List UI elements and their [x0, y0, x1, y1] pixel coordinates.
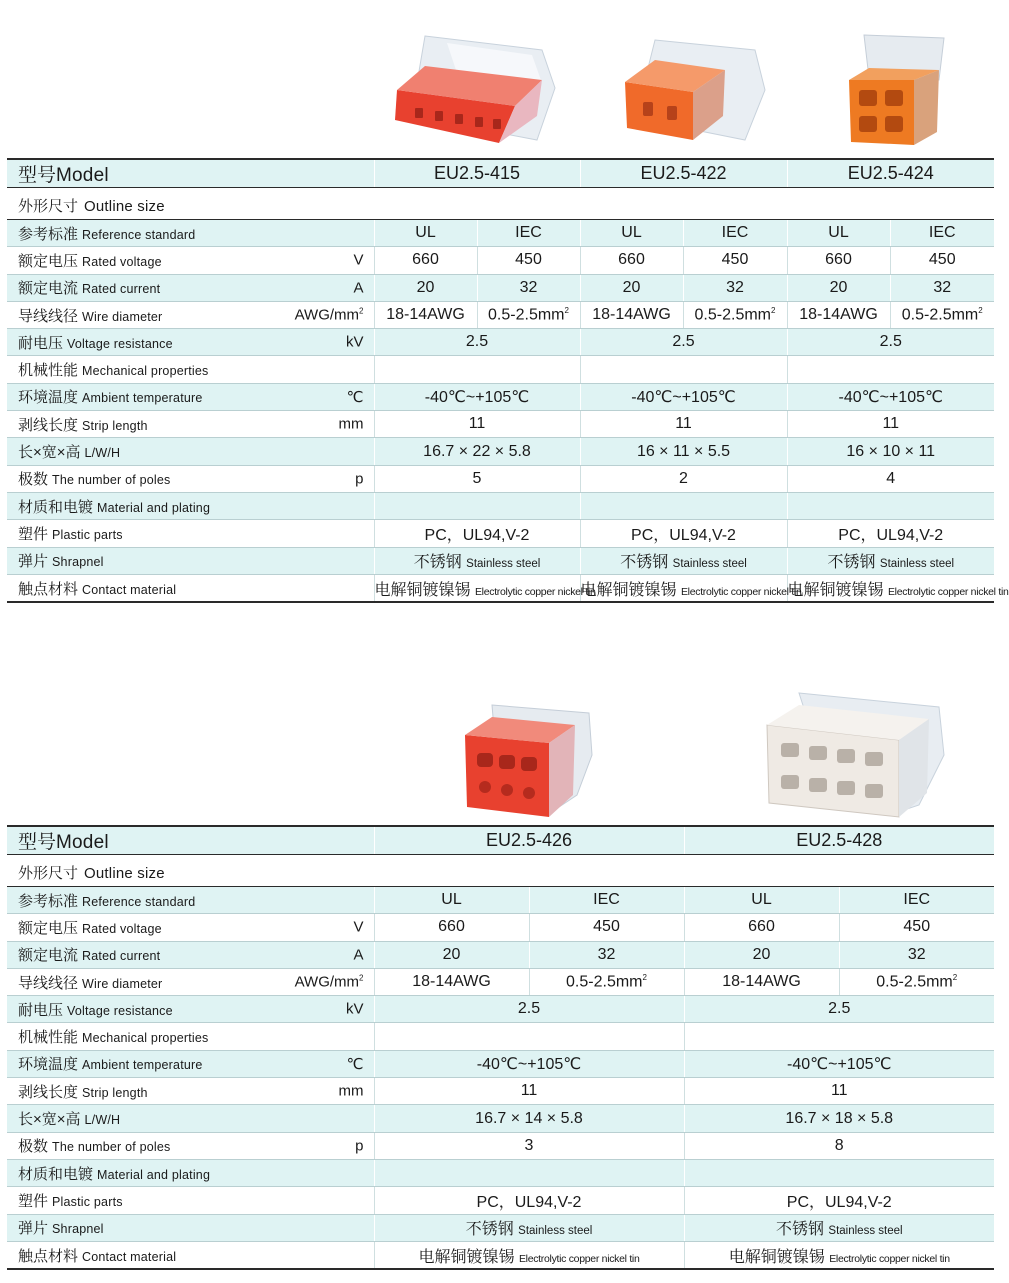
cell: PC，UL94,V-2 [374, 520, 580, 547]
reference-row [7, 887, 994, 914]
cell [374, 1159, 684, 1186]
shrapnel-label: 弹片 Shrapnel [7, 1214, 374, 1241]
cell: 4 [787, 465, 994, 492]
outline-label: 外形尺寸 Outline size [7, 855, 994, 887]
cell: 16 × 10 × 11 [787, 438, 994, 465]
cell: 11 [374, 411, 580, 438]
ambient-row [7, 383, 994, 410]
cell: 20 [374, 274, 477, 301]
mechanical-row [7, 356, 994, 383]
cell: 660 [374, 247, 477, 274]
model-name: EU2.5-422 [580, 159, 787, 188]
cell: UL [580, 220, 683, 247]
cell: 11 [374, 1078, 684, 1105]
strip-label: 剥线长度 Strip length mm [7, 1078, 374, 1105]
eu2-5-426-photo [457, 695, 602, 823]
cell: 5 [374, 465, 580, 492]
cell [787, 356, 994, 383]
mat-label: 材质和电镀 Material and plating [7, 492, 374, 519]
cell: 2.5 [787, 329, 994, 356]
model-name: EU2.5-415 [374, 159, 580, 188]
strip-label: 剥线长度 Strip length mm [7, 411, 374, 438]
cell: 18-14AWG [580, 301, 683, 328]
cell: PC，UL94,V-2 [374, 1187, 684, 1214]
shrapnel-row [7, 1214, 994, 1241]
cell: IEC [529, 887, 684, 914]
mech-label: 机械性能 Mechanical properties [7, 1023, 374, 1050]
current-row [7, 274, 994, 301]
cell: 2.5 [580, 329, 787, 356]
cell: 32 [683, 274, 787, 301]
contact-row [7, 574, 994, 602]
material-row [7, 1159, 994, 1186]
model-name: EU2.5-428 [684, 826, 994, 855]
cell: IEC [839, 887, 994, 914]
cell: 20 [580, 274, 683, 301]
cell [684, 1023, 994, 1050]
model-row [7, 826, 994, 855]
cell [374, 1023, 684, 1050]
lwh-label: 长×宽×高 L/W/H [7, 1105, 374, 1132]
model-row [7, 159, 994, 188]
cell: 电解铜镀镍锡 Electrolytic copper nickel tin [684, 1241, 994, 1269]
product-images-1 [7, 0, 994, 158]
reference-label: 参考标准 Reference standard [7, 220, 374, 247]
eu2-5-428-photo [759, 685, 954, 825]
cell: 18-14AWG [374, 968, 529, 995]
cell: -40℃~+105℃ [787, 383, 994, 410]
cell: UL [374, 887, 529, 914]
cell: 18-14AWG [787, 301, 890, 328]
cell: 660 [374, 914, 529, 941]
mech-label: 机械性能 Mechanical properties [7, 356, 374, 383]
cell: 660 [580, 247, 683, 274]
lwh-label: 长×宽×高 L/W/H [7, 438, 374, 465]
cell: IEC [477, 220, 580, 247]
plastic-label: 塑件 Plastic parts [7, 1187, 374, 1214]
cell: 电解铜镀镍锡 Electrolytic copper nickel tin [374, 1241, 684, 1269]
eu2-5-415-photo [387, 28, 572, 153]
contact-label: 触点材料 Contact material [7, 574, 374, 602]
cell: 11 [580, 411, 787, 438]
cell: IEC [683, 220, 787, 247]
vres-label: 耐电压 Voltage resistance kV [7, 329, 374, 356]
cell: 3 [374, 1132, 684, 1159]
mechanical-row [7, 1023, 994, 1050]
cell: $0.5-2.5mm^2$ [890, 301, 994, 328]
ambient-label: 环境温度 Ambient temperature ℃ [7, 383, 374, 410]
cell: 2 [580, 465, 787, 492]
voltage-row [7, 247, 994, 274]
cell: $0.5-2.5mm^2$ [839, 968, 994, 995]
cell: 450 [839, 914, 994, 941]
lwh-row [7, 438, 994, 465]
reference-label: 参考标准 Reference standard [7, 887, 374, 914]
voltage-label: 额定电压 Rated voltage V [7, 247, 374, 274]
reference-row [7, 220, 994, 247]
cell: 660 [787, 247, 890, 274]
spec-table-1 [7, 158, 1009, 603]
cell: PC，UL94,V-2 [580, 520, 787, 547]
ambient-label: 环境温度 Ambient temperature ℃ [7, 1050, 374, 1077]
lwh-row [7, 1105, 994, 1132]
contact-row [7, 1241, 994, 1269]
cell: 20 [684, 941, 839, 968]
cell: 8 [684, 1132, 994, 1159]
cell: 32 [529, 941, 684, 968]
model-name: EU2.5-426 [374, 826, 684, 855]
material-row [7, 492, 994, 519]
poles-label: 极数 The number of poles p [7, 1132, 374, 1159]
cell: 不锈钢 Stainless steel [787, 547, 994, 574]
wire-label: 导线线径 Wire diameter AWG/$mm^2$ [7, 968, 374, 995]
cell: 不锈钢 Stainless steel [374, 547, 580, 574]
wire-label: 导线线径 Wire diameter AWG/$mm^2$ [7, 301, 374, 328]
cell: 2.5 [374, 329, 580, 356]
current-label: 额定电流 Rated current A [7, 941, 374, 968]
cell: 660 [684, 914, 839, 941]
voltage-resistance-row [7, 996, 994, 1023]
model-name: EU2.5-424 [787, 159, 994, 188]
contact-label: 触点材料 Contact material [7, 1241, 374, 1269]
cell [787, 492, 994, 519]
strip-row [7, 1078, 994, 1105]
cell: 电解铜镀镍锡 Electrolytic copper nickel tin [787, 574, 994, 602]
voltage-label: 额定电压 Rated voltage V [7, 914, 374, 941]
cell [580, 356, 787, 383]
current-label: 额定电流 Rated current A [7, 274, 374, 301]
cell: 16.7 × 14 × 5.8 [374, 1105, 684, 1132]
cell: $0.5-2.5mm^2$ [683, 301, 787, 328]
cell: 32 [839, 941, 994, 968]
model-label: 型号Model [7, 159, 374, 188]
poles-row [7, 465, 994, 492]
cell: UL [684, 887, 839, 914]
wire-row [7, 301, 994, 328]
plastic-row [7, 1187, 994, 1214]
plastic-row [7, 520, 994, 547]
cell: -40℃~+105℃ [684, 1050, 994, 1077]
cell: 32 [890, 274, 994, 301]
outline-label: 外形尺寸 Outline size [7, 188, 994, 220]
cell: 32 [477, 274, 580, 301]
cell: 450 [477, 247, 580, 274]
cell: 450 [890, 247, 994, 274]
voltage-row [7, 914, 994, 941]
cell: 18-14AWG [684, 968, 839, 995]
cell: 16 × 11 × 5.5 [580, 438, 787, 465]
cell: 20 [374, 941, 529, 968]
outline-row [7, 855, 994, 887]
cell: -40℃~+105℃ [580, 383, 787, 410]
cell: 450 [529, 914, 684, 941]
wire-row [7, 968, 994, 995]
cell: -40℃~+105℃ [374, 1050, 684, 1077]
vres-label: 耐电压 Voltage resistance kV [7, 996, 374, 1023]
poles-row [7, 1132, 994, 1159]
poles-label: 极数 The number of poles p [7, 465, 374, 492]
cell [374, 356, 580, 383]
strip-row [7, 411, 994, 438]
cell: $0.5-2.5mm^2$ [529, 968, 684, 995]
cell: 不锈钢 Stainless steel [374, 1214, 684, 1241]
spec-block-2 [7, 667, 994, 1270]
eu2-5-422-photo [615, 30, 775, 155]
cell: -40℃~+105℃ [374, 383, 580, 410]
spec-table-2 [7, 825, 994, 1270]
cell [580, 492, 787, 519]
cell [374, 492, 580, 519]
outline-row [7, 188, 994, 220]
cell: 20 [787, 274, 890, 301]
cell: 450 [683, 247, 787, 274]
cell: PC，UL94,V-2 [787, 520, 994, 547]
model-label: 型号Model [7, 826, 374, 855]
current-row [7, 941, 994, 968]
cell: 11 [684, 1078, 994, 1105]
voltage-resistance-row [7, 329, 994, 356]
cell: UL [787, 220, 890, 247]
plastic-label: 塑件 Plastic parts [7, 520, 374, 547]
cell: 11 [787, 411, 994, 438]
ambient-row [7, 1050, 994, 1077]
cell: 18-14AWG [374, 301, 477, 328]
product-images-2 [7, 667, 994, 825]
cell: PC，UL94,V-2 [684, 1187, 994, 1214]
cell: 不锈钢 Stainless steel [684, 1214, 994, 1241]
cell: $0.5-2.5mm^2$ [477, 301, 580, 328]
cell: 16.7 × 22 × 5.8 [374, 438, 580, 465]
cell: 2.5 [374, 996, 684, 1023]
spec-block-1 [7, 0, 1009, 603]
cell: 2.5 [684, 996, 994, 1023]
mat-label: 材质和电镀 Material and plating [7, 1159, 374, 1186]
cell: 电解铜镀镍锡 Electrolytic copper nickel tin [580, 574, 787, 602]
cell: IEC [890, 220, 994, 247]
cell: 16.7 × 18 × 5.8 [684, 1105, 994, 1132]
eu2-5-424-photo [839, 30, 964, 155]
cell [684, 1159, 994, 1186]
shrapnel-label: 弹片 Shrapnel [7, 547, 374, 574]
shrapnel-row [7, 547, 994, 574]
cell: 电解铜镀镍锡 Electrolytic copper nickel tin [374, 574, 580, 602]
cell: 不锈钢 Stainless steel [580, 547, 787, 574]
cell: UL [374, 220, 477, 247]
